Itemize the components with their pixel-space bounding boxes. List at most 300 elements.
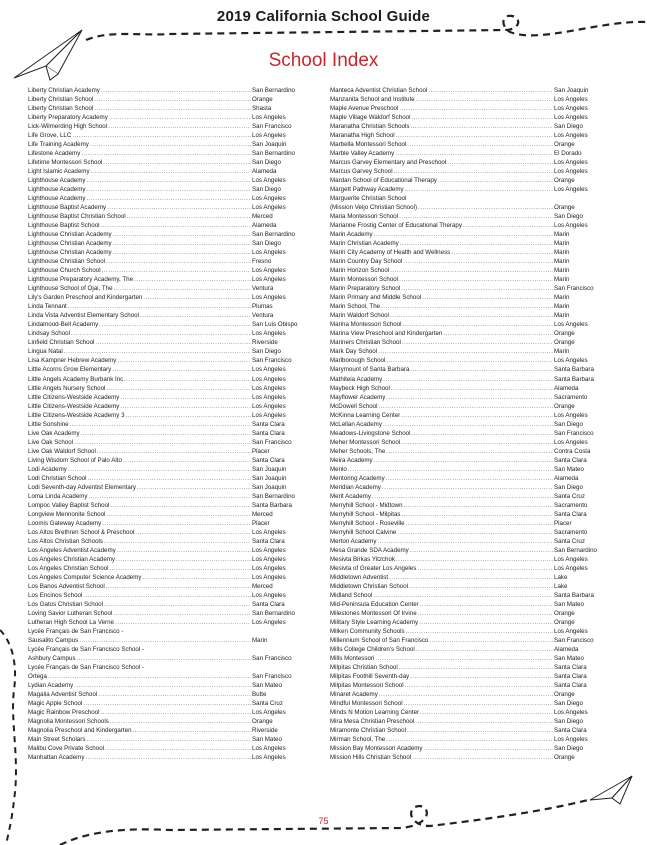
- index-entry: [330, 636, 622, 645]
- county-name: Los Angeles: [252, 402, 286, 410]
- index-entry: [28, 347, 320, 356]
- dot-leader: [401, 284, 553, 293]
- dot-leader: [410, 365, 553, 374]
- index-entry: [28, 699, 320, 708]
- dot-leader: [106, 257, 251, 266]
- county-name: San Diego: [554, 483, 583, 491]
- dot-leader: [373, 591, 553, 600]
- county-name: San Francisco: [554, 636, 594, 644]
- dot-leader: [79, 636, 251, 645]
- index-entry: [28, 618, 320, 627]
- county-name: San Bernardino: [554, 546, 597, 554]
- county-name: Los Angeles: [252, 114, 286, 122]
- dot-leader: [396, 131, 553, 140]
- dot-leader: [401, 438, 553, 447]
- school-name: Lighthouse Church School: [28, 267, 101, 275]
- school-name: McKinna Learning Center: [330, 411, 401, 419]
- dot-leader: [113, 239, 251, 248]
- school-name: Los Angeles Christian Academy: [28, 555, 116, 563]
- index-entry: [330, 609, 622, 618]
- dot-leader: [99, 320, 251, 329]
- county-name: Santa Clara: [252, 600, 285, 608]
- county-name: Sacramento: [554, 528, 588, 536]
- county-name: San Joaquin: [252, 465, 287, 473]
- school-name: Merryhill School - Roseville: [330, 519, 405, 527]
- county-name: Los Angeles: [554, 321, 588, 329]
- index-entry: [330, 564, 622, 573]
- index-entry: [28, 176, 320, 185]
- school-name: Mardan School of Educational Therapy: [330, 177, 437, 185]
- dot-leader: [428, 86, 553, 95]
- school-name: Milpitas Foothill Seventh-day: [330, 673, 410, 681]
- index-entry: [28, 582, 320, 591]
- school-name: Lingua Natal: [28, 348, 63, 356]
- left-column: [28, 86, 320, 762]
- dot-leader: [90, 140, 251, 149]
- school-name: Milpitas Montessori School: [330, 682, 404, 690]
- index-entry: [28, 546, 320, 555]
- county-name: Ventura: [252, 285, 274, 293]
- dot-leader: [117, 356, 251, 365]
- dot-leader: [72, 131, 251, 140]
- index-entry: [28, 122, 320, 131]
- county-name: Los Angeles: [554, 627, 588, 635]
- school-name: Little Angels Academy Burbank Inc.: [28, 375, 125, 383]
- dot-leader: [101, 86, 251, 95]
- school-name: Lighthouse Baptist Christian School: [28, 213, 126, 221]
- dot-leader: [383, 420, 553, 429]
- county-name: Orange: [554, 141, 575, 149]
- index-entry: [330, 158, 622, 167]
- index-entry: [28, 230, 320, 239]
- dot-leader: [94, 95, 251, 104]
- index-entry: [330, 492, 622, 501]
- index-entry: [330, 465, 622, 474]
- index-entry: [28, 311, 320, 320]
- county-name: Orange: [554, 618, 575, 626]
- school-name: Sausalito Campus: [28, 636, 79, 644]
- school-name: Loomis Gateway Academy: [28, 519, 102, 527]
- school-name: Loving Savior Lutheran School: [28, 609, 113, 617]
- dot-leader: [101, 221, 251, 230]
- county-name: San Joaquin: [554, 87, 589, 94]
- dot-leader: [95, 338, 251, 347]
- county-name: Orange: [554, 339, 575, 347]
- index-entry: [28, 492, 320, 501]
- county-name: Alameda: [554, 645, 579, 653]
- index-entry: [28, 266, 320, 275]
- dot-leader: [386, 393, 553, 402]
- county-name: Lake: [554, 582, 568, 590]
- dot-leader: [397, 528, 553, 537]
- county-name: Santa Clara: [554, 682, 587, 690]
- dot-leader: [411, 113, 553, 122]
- index-entry: [330, 582, 622, 591]
- dot-leader: [382, 483, 553, 492]
- school-name: Lighthouse School of Ojai, The: [28, 285, 113, 293]
- school-name: Malibu Cove Private School: [28, 745, 105, 753]
- dot-leader: [68, 302, 251, 311]
- index-entry: [330, 717, 622, 726]
- school-name: Magic Apple School: [28, 700, 83, 708]
- county-name: San Joaquin: [252, 141, 287, 149]
- index-entry: [330, 735, 622, 744]
- index-entry: [28, 212, 320, 221]
- index-entry: [330, 591, 622, 600]
- index-entry: [330, 402, 622, 411]
- index-entry: [28, 564, 320, 573]
- dot-leader: [386, 356, 553, 365]
- index-entry: [330, 284, 622, 293]
- school-name: Meadows-Livingstone School: [330, 429, 411, 437]
- county-name: Los Angeles: [554, 105, 588, 113]
- dot-leader: [104, 537, 251, 546]
- index-entry: [28, 275, 320, 284]
- dot-leader: [415, 717, 553, 726]
- school-name: Mid-Peninsula Education Center: [330, 600, 419, 608]
- school-name: Maria Montessori School: [330, 213, 399, 221]
- index-entry: [28, 356, 320, 365]
- index-entry: [330, 483, 622, 492]
- county-name: Orange: [252, 96, 273, 104]
- county-name: Placer: [554, 519, 572, 527]
- county-name: San Diego: [252, 159, 281, 167]
- dot-leader: [429, 636, 553, 645]
- county-name: San Bernardino: [252, 492, 295, 500]
- school-name: Mariners Christian School: [330, 339, 401, 347]
- dot-leader: [76, 654, 251, 663]
- county-name: Alameda: [252, 222, 277, 230]
- index-entry: [28, 420, 320, 429]
- dot-leader: [85, 753, 251, 762]
- dot-leader: [381, 302, 553, 311]
- school-name: Mayflower Academy: [330, 393, 386, 401]
- index-entry: [28, 510, 320, 519]
- county-name: Marin: [554, 249, 570, 257]
- dot-leader: [383, 375, 553, 384]
- school-name: Linfield Christian School: [28, 339, 95, 347]
- index-entry: [330, 329, 622, 338]
- dot-leader: [395, 149, 553, 158]
- school-name: Mesivta of Greater Los Angeles: [330, 564, 417, 572]
- index-entry: [28, 708, 320, 717]
- dot-leader: [113, 248, 251, 257]
- school-name: Longview Mennonite School: [28, 510, 106, 518]
- county-name: Los Angeles: [554, 132, 588, 140]
- index-entry: [28, 149, 320, 158]
- index-entry: [330, 519, 622, 528]
- index-entry: [28, 104, 320, 113]
- county-name: Los Angeles: [252, 573, 286, 581]
- school-name: Little Angels Nursery School: [28, 384, 106, 392]
- school-name: Marin Montessori School: [330, 276, 399, 284]
- school-name: Millennium School of San Francisco: [330, 636, 429, 644]
- index-entry: [28, 329, 320, 338]
- dot-leader: [407, 726, 553, 735]
- county-name: Los Angeles: [252, 709, 286, 717]
- school-name: Lighthouse Christian Academy: [28, 231, 112, 239]
- index-entry: [330, 663, 622, 672]
- dot-leader: [86, 185, 251, 194]
- dot-leader: [64, 347, 251, 356]
- school-name: Liberty Christian Academy: [28, 87, 100, 94]
- county-name: Orange: [554, 402, 575, 410]
- school-name: Mentoring Academy: [330, 474, 385, 482]
- school-name: Marin Academy: [330, 231, 373, 239]
- dot-leader: [115, 618, 251, 627]
- index-entry: [28, 429, 320, 438]
- index-entry: [330, 510, 622, 519]
- dot-leader: [89, 492, 251, 501]
- school-name: Lighthouse Preparatory Academy, The: [28, 276, 134, 284]
- dot-leader: [396, 555, 553, 564]
- dot-leader: [416, 95, 553, 104]
- dot-leader: [399, 663, 553, 672]
- dot-leader: [87, 474, 251, 483]
- school-name: Maybeck High School: [330, 384, 390, 392]
- county-name: Los Angeles: [252, 294, 286, 302]
- school-name: (Mission Veijo Christian School): [330, 204, 418, 212]
- dot-leader: [405, 681, 553, 690]
- section-title: School Index: [268, 50, 379, 71]
- index-entry: [28, 338, 320, 347]
- dot-leader: [91, 167, 251, 176]
- county-name: Orange: [554, 177, 575, 185]
- dot-leader: [410, 546, 553, 555]
- county-name: Los Angeles: [554, 438, 588, 446]
- dot-leader: [120, 393, 251, 402]
- index-entry: [330, 338, 622, 347]
- school-name: Liberty Preparatory Academy: [28, 114, 108, 122]
- county-name: Contra Costa: [554, 447, 591, 455]
- county-name: San Bernardino: [252, 609, 295, 617]
- school-name-continued: Marguerite Christian School: [330, 195, 407, 203]
- school-name: Lydian Academy: [28, 682, 74, 690]
- school-name: Marble Valley Academy: [330, 150, 395, 158]
- school-name: Lighthouse Academy: [28, 186, 86, 194]
- school-name: Marcus Garvey School: [330, 168, 393, 176]
- county-name: Shasta: [252, 105, 272, 113]
- school-name: Milpitas Christian School: [330, 664, 398, 671]
- county-name: Los Angeles: [554, 168, 588, 176]
- right-column: [330, 86, 622, 762]
- school-name: Los Gatos Christian School: [28, 600, 103, 608]
- index-entry: [28, 320, 320, 329]
- county-name: Los Angeles: [554, 564, 588, 572]
- dot-leader: [403, 320, 553, 329]
- index-entry: [330, 167, 622, 176]
- school-name: Mira Mesa Christian Preschool: [330, 718, 415, 726]
- county-name: San Francisco: [252, 654, 292, 662]
- county-name: Los Angeles: [252, 384, 286, 392]
- school-name: Live Oak Academy: [28, 429, 80, 437]
- dot-leader: [137, 483, 251, 492]
- school-name: Midland School: [330, 591, 373, 599]
- dot-leader: [410, 122, 553, 131]
- county-name: San Francisco: [252, 357, 292, 365]
- county-name: Santa Barbara: [554, 591, 594, 599]
- school-name: Miramonte Christian School: [330, 727, 406, 735]
- county-name: Orange: [554, 691, 575, 699]
- county-name: San Joaquin: [252, 474, 287, 482]
- county-name: San Mateo: [252, 682, 282, 690]
- county-name: San Diego: [252, 186, 281, 194]
- county-name: Butte: [252, 691, 267, 699]
- county-name: Los Angeles: [554, 555, 588, 563]
- county-name: San Diego: [252, 348, 281, 356]
- county-name: Santa Cruz: [252, 700, 283, 708]
- dot-leader: [412, 753, 553, 762]
- school-name: Mission Hills Christian School: [330, 754, 412, 762]
- index-entry: [28, 257, 320, 266]
- dot-leader: [378, 402, 553, 411]
- school-name: Middletown Adventist: [330, 573, 389, 581]
- school-name: Life Training Academy: [28, 141, 89, 149]
- school-name: Lifestone Academy: [28, 150, 81, 158]
- school-name: Merit Academy: [330, 492, 371, 500]
- school-name: Los Angeles Adventist Academy: [28, 546, 116, 554]
- county-name: San Mateo: [554, 465, 584, 473]
- index-entry: [330, 230, 622, 239]
- county-name: Los Angeles: [554, 96, 588, 104]
- school-name: Lifetime Montessori School: [28, 159, 103, 167]
- dot-leader: [399, 212, 553, 221]
- index-entry: [330, 753, 622, 762]
- school-name: Lily's Garden Preschool and Kindergarten: [28, 294, 143, 302]
- left-dashed-line: [0, 630, 16, 845]
- index-entry: [330, 681, 622, 690]
- county-name: Santa Cruz: [554, 537, 585, 545]
- school-name: Magnolia Preschool and Kindergarten: [28, 727, 132, 735]
- dot-leader: [404, 501, 553, 510]
- school-name: Marlborough School: [330, 357, 386, 365]
- dot-leader: [375, 654, 553, 663]
- dot-leader: [114, 284, 251, 293]
- school-name: Mark Day School: [330, 348, 378, 356]
- dot-leader: [126, 411, 251, 420]
- index-entry: [330, 501, 622, 510]
- county-name: Los Angeles: [252, 393, 286, 401]
- school-name: Live Oak Waldorf School: [28, 447, 96, 455]
- county-name: Los Angeles: [554, 114, 588, 122]
- index-entry: [330, 474, 622, 483]
- dot-leader: [83, 591, 251, 600]
- dot-leader: [101, 708, 251, 717]
- dot-leader: [86, 176, 251, 185]
- county-name: Santa Clara: [252, 456, 285, 464]
- dot-leader: [140, 311, 251, 320]
- index-entry: [330, 293, 622, 302]
- county-name: Los Angeles: [554, 186, 588, 194]
- school-name: Magalia Adventist School: [28, 691, 98, 699]
- school-name: Milestones Montessori Of Irvine: [330, 609, 417, 617]
- index-entry: [28, 474, 320, 483]
- index-entry: [28, 672, 320, 681]
- county-name: Marin: [554, 312, 570, 320]
- county-name: Ventura: [252, 312, 274, 320]
- dot-leader: [377, 537, 553, 546]
- county-name: Sacramento: [554, 393, 588, 401]
- index-entry: [330, 375, 622, 384]
- index-entry: [330, 672, 622, 681]
- index-entry: [28, 375, 320, 384]
- county-name: San Diego: [252, 240, 281, 248]
- dot-leader: [106, 384, 251, 393]
- dot-leader: [117, 546, 251, 555]
- dot-leader: [120, 402, 251, 411]
- index-entry: [330, 311, 622, 320]
- school-name: Little Citizens-Westside Academy: [28, 402, 120, 410]
- dot-leader: [374, 456, 553, 465]
- dot-leader: [143, 573, 251, 582]
- school-name: Mills College Children's School: [330, 645, 415, 653]
- dot-leader: [135, 528, 251, 537]
- dot-leader: [110, 717, 251, 726]
- dot-leader: [379, 690, 553, 699]
- school-name: Lighthouse Baptist School: [28, 222, 100, 230]
- index-entry: [28, 465, 320, 474]
- school-name: Manzanita School and Institute: [330, 96, 415, 104]
- county-name: San Bernardino: [252, 87, 295, 94]
- dot-leader: [112, 365, 251, 374]
- county-name: Santa Clara: [554, 664, 587, 671]
- school-name: Manhattan Academy: [28, 754, 85, 762]
- dot-leader: [378, 347, 553, 356]
- dot-leader: [399, 104, 553, 113]
- index-entry: [330, 384, 622, 393]
- dot-leader: [74, 438, 251, 447]
- dot-leader: [106, 510, 251, 519]
- index-entry: [28, 537, 320, 546]
- index-entry: [28, 753, 320, 762]
- county-name: Alameda: [554, 384, 579, 392]
- dot-leader: [68, 465, 251, 474]
- school-name: Lutheran High School La Verne: [28, 618, 114, 626]
- dot-leader: [390, 266, 553, 275]
- index-entry: [28, 393, 320, 402]
- county-name: Santa Clara: [554, 727, 587, 735]
- index-entry: [330, 86, 622, 95]
- dot-leader: [401, 411, 553, 420]
- dot-leader: [127, 212, 251, 221]
- county-name: Marin: [554, 258, 570, 266]
- county-name: Los Angeles: [252, 375, 286, 383]
- county-name: Alameda: [252, 168, 277, 176]
- dot-leader: [97, 447, 251, 456]
- index-entry: [330, 266, 622, 275]
- dot-leader: [416, 645, 553, 654]
- school-name: Ashbury Campus: [28, 654, 76, 662]
- dot-leader: [402, 338, 553, 347]
- school-name: Los Altos Christian Schools: [28, 537, 103, 545]
- county-name: Los Angeles: [252, 564, 286, 572]
- index-entry: [330, 149, 622, 158]
- dot-leader: [410, 672, 553, 681]
- index-entry: [28, 501, 320, 510]
- index-entry: [330, 104, 622, 113]
- index-entry: [330, 302, 622, 311]
- county-name: San Francisco: [554, 285, 594, 293]
- dot-leader: [103, 158, 251, 167]
- county-name: Los Angeles: [554, 357, 588, 365]
- county-name: Alameda: [554, 474, 579, 482]
- county-name: Marin: [554, 231, 570, 239]
- dot-leader: [447, 158, 553, 167]
- county-name: Riverside: [252, 339, 278, 347]
- county-name: Marin: [554, 240, 570, 248]
- dot-leader: [86, 735, 251, 744]
- index-entry: [28, 690, 320, 699]
